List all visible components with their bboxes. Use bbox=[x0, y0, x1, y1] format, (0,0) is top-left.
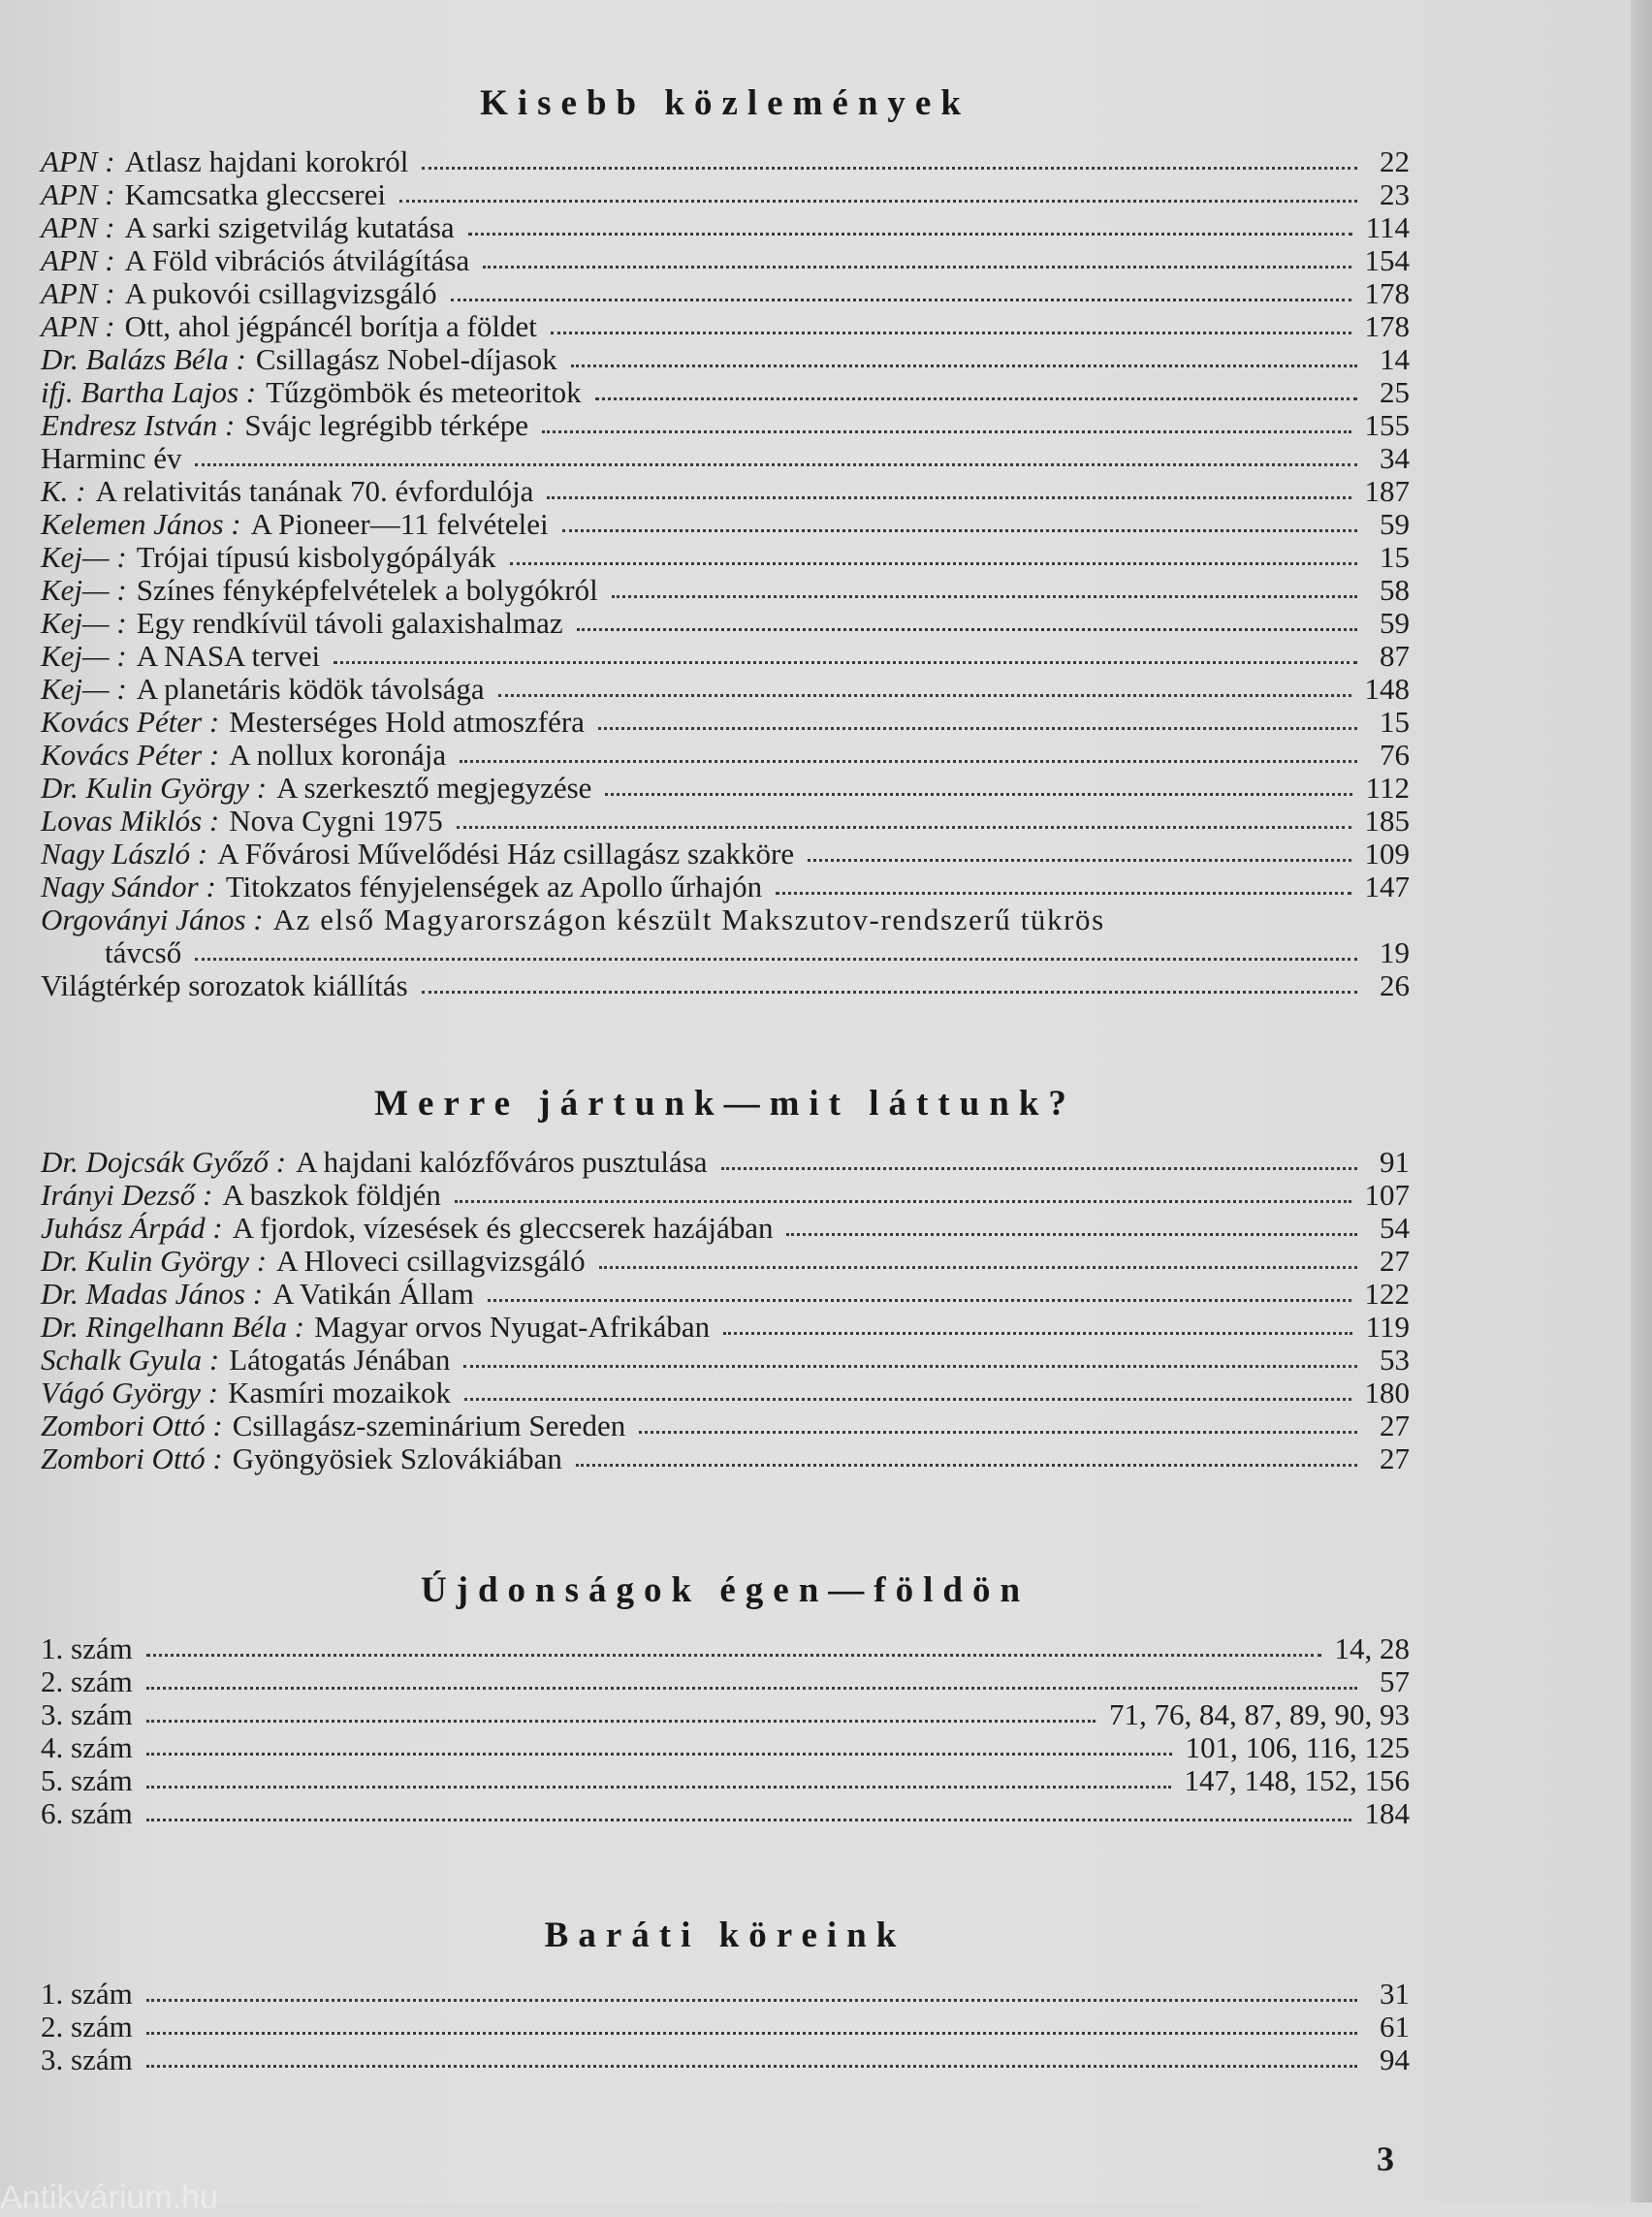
entry-page: 26 bbox=[1380, 968, 1410, 1002]
entry-title: 3. szám bbox=[41, 2043, 133, 2076]
leader-dots bbox=[146, 1818, 1351, 1821]
toc-entry bbox=[41, 1278, 1410, 1311]
entry-title: Trójai típusú kisbolygópályák bbox=[136, 540, 496, 574]
leader-dots bbox=[605, 792, 1351, 796]
entry-author: Nagy László : bbox=[41, 837, 208, 871]
leader-dots bbox=[146, 1653, 1321, 1657]
leader-dots bbox=[422, 990, 1357, 994]
toc-entry bbox=[41, 1409, 1410, 1442]
entry-page: 185 bbox=[1364, 804, 1410, 838]
entry-title: Magyar orvos Nyugat-Afrikában bbox=[314, 1310, 711, 1344]
entry-page: 31 bbox=[1380, 1977, 1410, 2011]
leader-dots bbox=[455, 1199, 1351, 1203]
leader-dots bbox=[577, 627, 1357, 631]
entry-title: Svájc legrégibb térképe bbox=[244, 408, 528, 442]
entry-page: 178 bbox=[1364, 276, 1410, 310]
toc-entry bbox=[41, 178, 1410, 211]
toc-entry bbox=[41, 376, 1410, 409]
entry-author: Irányi Dezső : bbox=[41, 1178, 213, 1212]
entry-page: 59 bbox=[1380, 606, 1410, 640]
toc-entry bbox=[41, 1377, 1410, 1409]
watermark: Antikvárium.hu bbox=[0, 2179, 218, 2216]
entry-page: 15 bbox=[1380, 705, 1410, 739]
entry-author: Dr. Dojcsák Győző : bbox=[41, 1145, 287, 1179]
section-heading: Merre jártunk—mit láttunk? bbox=[374, 1084, 1076, 1124]
toc-entry bbox=[41, 1146, 1410, 1179]
leader-dots bbox=[808, 858, 1350, 862]
leader-dots bbox=[146, 1785, 1171, 1789]
entry-page: 54 bbox=[1380, 1211, 1410, 1245]
entry-title: 5. szám bbox=[41, 1763, 133, 1797]
entry-page: 59 bbox=[1380, 507, 1410, 541]
entry-author: Kovács Péter : bbox=[41, 738, 220, 772]
section-heading: Újdonságok égen—földön bbox=[420, 1570, 1031, 1610]
toc-entry bbox=[41, 1797, 1410, 1830]
toc-entry bbox=[41, 969, 1410, 1002]
entry-page: 25 bbox=[1380, 375, 1410, 409]
entry-page: 114 bbox=[1365, 210, 1410, 244]
toc-entry bbox=[41, 772, 1410, 805]
leader-dots bbox=[571, 364, 1357, 367]
leader-dots bbox=[195, 957, 1357, 961]
entry-title: Egy rendkívül távoli galaxishalmaz bbox=[136, 606, 563, 640]
leader-dots bbox=[776, 891, 1350, 895]
entry-page: 53 bbox=[1380, 1343, 1410, 1377]
entry-page: 109 bbox=[1364, 837, 1410, 871]
entry-title: Titokzatos fényjelenségek az Apollo űrhajón bbox=[225, 870, 763, 903]
leader-dots bbox=[612, 594, 1357, 598]
entry-author: APN : bbox=[41, 177, 115, 211]
leader-dots bbox=[721, 1166, 1357, 1170]
entry-author: Vágó György : bbox=[41, 1376, 219, 1409]
entry-author: Dr. Balázs Béla : bbox=[41, 342, 246, 376]
entry-page: 107 bbox=[1364, 1178, 1410, 1212]
entry-title: 2. szám bbox=[41, 2010, 133, 2043]
entry-page: 87 bbox=[1380, 639, 1410, 673]
entry-title: 1. szám bbox=[41, 1631, 133, 1665]
leader-dots bbox=[483, 265, 1350, 269]
entry-author: K. : bbox=[41, 474, 86, 508]
entry-title: Látogatás Jénában bbox=[229, 1343, 451, 1377]
leader-dots bbox=[399, 199, 1357, 203]
section-heading: Baráti köreink bbox=[544, 1916, 906, 1955]
leader-dots bbox=[451, 298, 1351, 301]
entry-page: 147 bbox=[1364, 870, 1410, 903]
entry-title: Kasmíri mozaikok bbox=[228, 1376, 451, 1409]
entry-author: Zombori Ottó : bbox=[41, 1441, 223, 1475]
entry-page: 14, 28 bbox=[1334, 1631, 1410, 1665]
leader-dots bbox=[786, 1232, 1357, 1236]
entry-title: 2. szám bbox=[41, 1664, 133, 1698]
toc-entry bbox=[41, 1731, 1410, 1764]
entry-author: Schalk Gyula : bbox=[41, 1343, 220, 1377]
entry-page: 184 bbox=[1364, 1796, 1410, 1830]
toc-entry bbox=[41, 871, 1410, 903]
section-ujdonsagok bbox=[41, 1567, 1410, 1830]
leader-dots bbox=[639, 1430, 1357, 1434]
toc-entry bbox=[41, 1311, 1410, 1344]
entry-author: Lovas Miklós : bbox=[41, 804, 220, 838]
entry-title: Az első Magyarországon készült Makszutov-rendszerű tükrös bbox=[272, 903, 1105, 936]
entry-author: Kovács Péter : bbox=[41, 705, 220, 739]
entry-title: Harminc év bbox=[41, 441, 182, 475]
entry-title: A Föld vibrációs átvilágítása bbox=[124, 243, 470, 277]
entry-title: Mesterséges Hold atmoszféra bbox=[229, 705, 585, 739]
entry-title: A nollux koronája bbox=[229, 738, 447, 772]
entry-page: 91 bbox=[1380, 1145, 1410, 1179]
toc-entry bbox=[41, 343, 1410, 376]
entry-title: A hajdani kalózfőváros pusztulása bbox=[296, 1145, 708, 1179]
entry-author: APN : bbox=[41, 144, 115, 178]
leader-dots bbox=[547, 495, 1350, 499]
section-merre-jartunk bbox=[41, 1080, 1410, 1475]
toc-entry bbox=[41, 706, 1410, 739]
toc-entry bbox=[41, 1698, 1410, 1731]
entry-page: 155 bbox=[1364, 408, 1410, 442]
entry-author: Dr. Ringelhann Béla : bbox=[41, 1310, 305, 1344]
entry-page: 22 bbox=[1380, 144, 1410, 178]
entry-title: Gyöngyösiek Szlovákiában bbox=[232, 1441, 562, 1475]
toc-entry bbox=[41, 310, 1410, 343]
entry-title: 6. szám bbox=[41, 1796, 133, 1830]
entry-title: A relativitás tanának 70. évfordulója bbox=[95, 474, 534, 508]
section-heading: Kisebb közlemények bbox=[480, 83, 970, 123]
entry-title: A baszkok földjén bbox=[222, 1178, 441, 1212]
toc-entry bbox=[41, 805, 1410, 838]
leader-dots bbox=[723, 1331, 1352, 1335]
entry-page: 58 bbox=[1380, 573, 1410, 607]
leader-dots bbox=[457, 825, 1351, 829]
entry-page: 27 bbox=[1380, 1244, 1410, 1278]
leader-dots bbox=[551, 331, 1351, 334]
toc-entry bbox=[41, 640, 1410, 673]
entry-title: Csillagász Nobel-díjasok bbox=[255, 342, 557, 376]
toc-entry bbox=[41, 2011, 1410, 2043]
leader-dots bbox=[146, 2031, 1357, 2035]
entry-page: 180 bbox=[1364, 1376, 1410, 1409]
entry-author: Kej— : bbox=[41, 639, 127, 673]
entry-author: APN : bbox=[41, 210, 115, 244]
leader-dots bbox=[595, 396, 1357, 400]
entry-page: 187 bbox=[1364, 474, 1410, 508]
entry-page: 112 bbox=[1365, 771, 1410, 805]
entry-author: Kelemen János : bbox=[41, 507, 241, 541]
toc-entry bbox=[41, 277, 1410, 310]
leader-dots bbox=[422, 166, 1357, 170]
entry-title: Tűzgömbök és meteoritok bbox=[266, 375, 582, 409]
entry-author: APN : bbox=[41, 276, 115, 310]
entry-title: Ott, ahol jégpáncél borítja a földet bbox=[124, 309, 537, 343]
entry-author: Orgoványi János : bbox=[41, 903, 264, 936]
entry-page: 148 bbox=[1364, 672, 1410, 706]
entry-page: 27 bbox=[1380, 1441, 1410, 1475]
leader-dots bbox=[598, 726, 1357, 730]
leader-dots bbox=[195, 462, 1357, 466]
toc-entry bbox=[41, 475, 1410, 508]
section-kisebb-kozlemenyek bbox=[41, 79, 1410, 1002]
toc-entry bbox=[41, 1344, 1410, 1377]
toc-entry bbox=[41, 838, 1410, 871]
entry-title: A pukovói csillagvizsgáló bbox=[124, 276, 437, 310]
entry-title: A Pioneer—11 felvételei bbox=[250, 507, 549, 541]
leader-dots bbox=[464, 1397, 1351, 1401]
entry-author: Endresz István : bbox=[41, 408, 236, 442]
entry-page: 119 bbox=[1365, 1310, 1410, 1344]
entry-page: 154 bbox=[1364, 243, 1410, 277]
entry-page: 147, 148, 152, 156 bbox=[1184, 1763, 1410, 1797]
leader-dots bbox=[146, 2064, 1357, 2068]
leader-dots bbox=[334, 660, 1357, 664]
section-barati-koreink bbox=[41, 1912, 1410, 2076]
toc-entry bbox=[41, 574, 1410, 607]
toc-entry bbox=[41, 1764, 1410, 1797]
entry-title: Kamcsatka gleccserei bbox=[124, 177, 386, 211]
entry-title: Csillagász-szeminárium Sereden bbox=[232, 1409, 626, 1442]
toc-entry bbox=[41, 1179, 1410, 1212]
entry-title: A Hloveci csillagvizsgáló bbox=[276, 1244, 586, 1278]
toc-entry bbox=[41, 607, 1410, 640]
entry-title: A planetáris ködök távolsága bbox=[136, 672, 485, 706]
leader-dots bbox=[146, 1719, 1096, 1723]
entry-author: Dr. Kulin György : bbox=[41, 1244, 268, 1278]
toc-entry bbox=[41, 1632, 1410, 1665]
leader-dots bbox=[146, 1752, 1172, 1756]
entry-author: ifj. Bartha Lajos : bbox=[41, 375, 257, 409]
toc-entry bbox=[41, 739, 1410, 772]
leader-dots bbox=[146, 1686, 1357, 1690]
entry-title: Világtérkép sorozatok kiállítás bbox=[41, 968, 408, 1002]
entry-title: 1. szám bbox=[41, 1977, 133, 2011]
toc-entry bbox=[41, 1978, 1410, 2011]
entry-author: Dr. Kulin György : bbox=[41, 771, 268, 805]
leader-dots bbox=[599, 1265, 1357, 1269]
leader-dots bbox=[468, 232, 1352, 236]
entry-page: 178 bbox=[1364, 309, 1410, 343]
entry-title: Színes fényképfelvételek a bolygókról bbox=[136, 573, 598, 607]
entry-page: 61 bbox=[1380, 2010, 1410, 2043]
leader-dots bbox=[498, 693, 1351, 697]
entry-author: Zombori Ottó : bbox=[41, 1409, 223, 1442]
toc-entry bbox=[41, 508, 1410, 541]
entry-page: 122 bbox=[1364, 1277, 1410, 1311]
toc-entry bbox=[41, 1212, 1410, 1245]
entry-title: Nova Cygni 1975 bbox=[229, 804, 443, 838]
toc-entry bbox=[41, 244, 1410, 277]
toc-list bbox=[41, 1632, 1410, 1830]
leader-dots bbox=[146, 1998, 1357, 2002]
leader-dots bbox=[463, 1364, 1357, 1368]
leader-dots bbox=[510, 561, 1357, 565]
entry-author: APN : bbox=[41, 243, 115, 277]
entry-title: 3. szám bbox=[41, 1697, 133, 1731]
entry-title: Atlasz hajdani korokról bbox=[124, 144, 409, 178]
entry-page: 34 bbox=[1380, 441, 1410, 475]
entry-page: 15 bbox=[1380, 540, 1410, 574]
toc-list bbox=[41, 1978, 1410, 2076]
entry-author: Kej— : bbox=[41, 606, 127, 640]
page-edge bbox=[1631, 0, 1652, 2202]
entry-title-continuation: távcső bbox=[105, 935, 182, 969]
leader-dots bbox=[576, 1463, 1357, 1467]
page-number: 3 bbox=[1377, 2139, 1394, 2178]
entry-author: APN : bbox=[41, 309, 115, 343]
entry-page: 27 bbox=[1380, 1409, 1410, 1442]
toc-entry bbox=[41, 442, 1410, 475]
toc-entry-wrapped bbox=[41, 903, 1410, 936]
entry-title: A Vatikán Állam bbox=[272, 1277, 474, 1311]
entry-page: 14 bbox=[1380, 342, 1410, 376]
entry-page: 57 bbox=[1380, 1664, 1410, 1698]
entry-author: Juhász Árpád : bbox=[41, 1211, 223, 1245]
toc-list-tail bbox=[41, 969, 1410, 1002]
entry-author: Kej— : bbox=[41, 573, 127, 607]
entry-author: Nagy Sándor : bbox=[41, 870, 216, 903]
toc-entry bbox=[41, 145, 1410, 178]
entry-title: A NASA tervei bbox=[136, 639, 321, 673]
entry-title: A fjordok, vízesések és gleccserek hazájában bbox=[232, 1211, 774, 1245]
toc-entry bbox=[41, 673, 1410, 706]
toc-entry bbox=[41, 2043, 1410, 2076]
leader-dots bbox=[460, 759, 1357, 763]
entry-title: A Fővárosi Művelődési Ház csillagász szakköre bbox=[217, 837, 795, 871]
entry-page: 101, 106, 116, 125 bbox=[1185, 1730, 1410, 1764]
entry-title: 4. szám bbox=[41, 1730, 133, 1764]
entry-page: 94 bbox=[1380, 2043, 1410, 2076]
toc-entry bbox=[41, 409, 1410, 442]
entry-page: 19 bbox=[1380, 935, 1410, 969]
toc-entry bbox=[41, 1442, 1410, 1475]
entry-page: 71, 76, 84, 87, 89, 90, 93 bbox=[1109, 1697, 1410, 1731]
toc-list bbox=[41, 145, 1410, 903]
leader-dots bbox=[488, 1298, 1351, 1302]
entry-author: Dr. Madas János : bbox=[41, 1277, 264, 1311]
toc-entry-continuation bbox=[41, 936, 1410, 969]
entry-author: Kej— : bbox=[41, 540, 127, 574]
leader-dots bbox=[542, 429, 1351, 433]
toc-entry bbox=[41, 211, 1410, 244]
toc-entry bbox=[41, 1665, 1410, 1698]
entry-author: Kej— : bbox=[41, 672, 127, 706]
toc-entry bbox=[41, 541, 1410, 574]
entry-title: A sarki szigetvilág kutatása bbox=[124, 210, 455, 244]
leader-dots bbox=[562, 528, 1357, 532]
entry-page: 23 bbox=[1380, 177, 1410, 211]
entry-page: 76 bbox=[1380, 738, 1410, 772]
toc-entry bbox=[41, 1245, 1410, 1278]
entry-title: A szerkesztő megjegyzése bbox=[276, 771, 592, 805]
toc-list bbox=[41, 1146, 1410, 1475]
